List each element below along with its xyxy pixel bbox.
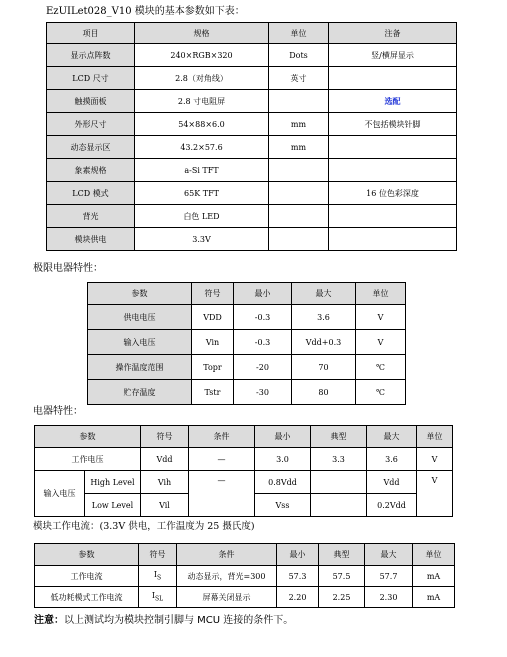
header-cell: 最大 xyxy=(365,544,413,566)
cell: 2.8 寸电阻屏 xyxy=(135,90,269,113)
cell: 3.3V xyxy=(135,228,269,251)
note-label: 注意： xyxy=(34,615,64,626)
cell: ℃ xyxy=(356,355,406,380)
header-cell: 符号 xyxy=(139,544,177,566)
cell: 65K TFT xyxy=(135,182,269,205)
cell: mm xyxy=(269,113,329,136)
cell: High Level xyxy=(85,471,141,494)
cell: mA xyxy=(413,566,455,587)
cell: -0.3 xyxy=(234,305,292,330)
cell: a-Si TFT xyxy=(135,159,269,182)
row-label: 供电电压 xyxy=(88,305,192,330)
section-title-current: 模块工作电流：(3.3V 供电，工作温度为 25 摄氏度) xyxy=(33,521,255,532)
row-label: LCD 模式 xyxy=(47,182,135,205)
header-cell: 单位 xyxy=(417,426,453,448)
cell: 43.2×57.6 xyxy=(135,136,269,159)
cell: 16 位色彩深度 xyxy=(329,182,457,205)
table-header-row xyxy=(47,23,457,44)
cell: V xyxy=(356,305,406,330)
row-label: 外形尺寸 xyxy=(47,113,135,136)
section-title-limits: 极限电器特性： xyxy=(33,263,103,274)
row-label: 工作电流 xyxy=(35,566,139,587)
cell: -0.3 xyxy=(234,330,292,355)
cell: 2.20 xyxy=(277,587,319,608)
cell: mA xyxy=(413,587,455,608)
cell xyxy=(269,90,329,113)
cell: -30 xyxy=(234,380,292,405)
cell: 2.30 xyxy=(365,587,413,608)
cell: V xyxy=(356,330,406,355)
table-row xyxy=(47,90,457,113)
cell: 0.8Vdd xyxy=(255,471,311,494)
table-row xyxy=(88,355,406,380)
cell: 3.6 xyxy=(292,305,356,330)
cell: 2.8（对角线） xyxy=(135,67,269,90)
cell xyxy=(269,182,329,205)
header-cell: 最小 xyxy=(255,426,311,448)
cell: 屏幕关闭显示 xyxy=(177,587,277,608)
cell: Vin xyxy=(192,330,234,355)
cell: 英寸 xyxy=(269,67,329,90)
cell xyxy=(329,159,457,182)
row-label: 操作温度范围 xyxy=(88,355,192,380)
table-row xyxy=(35,566,455,587)
cell: Tstr xyxy=(192,380,234,405)
cell: 动态显示，背光=300 xyxy=(177,566,277,587)
cell: 70 xyxy=(292,355,356,380)
section-title-electrical: 电器特性： xyxy=(33,406,83,417)
symbol-subscript: SL xyxy=(155,595,164,603)
table-row xyxy=(47,182,457,205)
header-cell: 符号 xyxy=(141,426,189,448)
header-cell: 条件 xyxy=(189,426,255,448)
symbol-cell xyxy=(139,566,177,587)
table-row xyxy=(35,471,453,494)
cell: V xyxy=(417,448,453,471)
header-cell: 条件 xyxy=(177,544,277,566)
header-cell: 最大 xyxy=(292,283,356,305)
cell: Vss xyxy=(255,494,311,517)
cell xyxy=(329,67,457,90)
header-cell: 最小 xyxy=(234,283,292,305)
header-cell: 规格 xyxy=(135,23,269,44)
electrical-table xyxy=(34,425,453,517)
table-row xyxy=(47,159,457,182)
row-label: 触摸面板 xyxy=(47,90,135,113)
symbol-cell xyxy=(139,587,177,608)
footnote xyxy=(34,615,293,627)
header-cell: 单位 xyxy=(356,283,406,305)
cell: 不包括模块针脚 xyxy=(329,113,457,136)
row-label: 动态显示区 xyxy=(47,136,135,159)
cell: Vdd xyxy=(367,471,417,494)
cell: Vdd xyxy=(141,448,189,471)
cell: 3.3 xyxy=(311,448,367,471)
symbol-subscript: S xyxy=(157,574,162,582)
cell: 240×RGB×320 xyxy=(135,44,269,67)
cell: 0.2Vdd xyxy=(367,494,417,517)
limits-table xyxy=(87,282,406,405)
table-header-row xyxy=(88,283,406,305)
table-row xyxy=(47,228,457,251)
table-row xyxy=(88,380,406,405)
note-text: 以上测试均为模块控制引脚与 MCU 连接的条件下。 xyxy=(64,615,294,626)
page-title: EzUILet028_V10 模块的基本参数如下表： xyxy=(46,6,245,17)
row-label: 贮存温度 xyxy=(88,380,192,405)
cell xyxy=(329,205,457,228)
cell: Topr xyxy=(192,355,234,380)
header-cell: 项目 xyxy=(47,23,135,44)
cell xyxy=(311,494,367,517)
cell: 2.25 xyxy=(319,587,365,608)
cell: 57.5 xyxy=(319,566,365,587)
header-cell: 单位 xyxy=(269,23,329,44)
cell: VDD xyxy=(192,305,234,330)
table-row xyxy=(35,448,453,471)
row-label: 工作电压 xyxy=(35,448,141,471)
symbol: I xyxy=(153,570,158,580)
header-cell: 注备 xyxy=(329,23,457,44)
basic-params-table xyxy=(46,22,457,251)
cell xyxy=(329,228,457,251)
row-label: 输入电压 xyxy=(88,330,192,355)
cell: — xyxy=(189,471,255,517)
current-table xyxy=(34,543,455,608)
table-row xyxy=(47,67,457,90)
cell: 竖/横屏显示 xyxy=(329,44,457,67)
table-row xyxy=(47,205,457,228)
cell: — xyxy=(189,448,255,471)
header-cell: 典型 xyxy=(311,426,367,448)
cell xyxy=(311,471,367,494)
row-label: 模块供电 xyxy=(47,228,135,251)
cell: 3.0 xyxy=(255,448,311,471)
cell: mm xyxy=(269,136,329,159)
header-cell: 参数 xyxy=(88,283,192,305)
row-label: 显示点阵数 xyxy=(47,44,135,67)
cell: Dots xyxy=(269,44,329,67)
table-header-row xyxy=(35,426,453,448)
table-row xyxy=(47,136,457,159)
cell xyxy=(269,159,329,182)
row-label: 输入电压 xyxy=(35,471,85,517)
optional-badge: 选配 xyxy=(329,90,457,113)
cell: 白色 LED xyxy=(135,205,269,228)
row-label: 背光 xyxy=(47,205,135,228)
row-label: 低功耗模式工作电流 xyxy=(35,587,139,608)
table-row xyxy=(88,330,406,355)
header-cell: 单位 xyxy=(413,544,455,566)
cell: Vdd+0.3 xyxy=(292,330,356,355)
table-header-row xyxy=(35,544,455,566)
header-cell: 最大 xyxy=(367,426,417,448)
table-row xyxy=(88,305,406,330)
table-row xyxy=(47,113,457,136)
cell: Low Level xyxy=(85,494,141,517)
cell: 57.3 xyxy=(277,566,319,587)
header-cell: 参数 xyxy=(35,426,141,448)
cell: Vih xyxy=(141,471,189,494)
cell: 54×88×6.0 xyxy=(135,113,269,136)
header-cell: 最小 xyxy=(277,544,319,566)
cell xyxy=(269,205,329,228)
table-row xyxy=(35,587,455,608)
row-label: 象素规格 xyxy=(47,159,135,182)
row-label: LCD 尺寸 xyxy=(47,67,135,90)
header-cell: 典型 xyxy=(319,544,365,566)
cell: -20 xyxy=(234,355,292,380)
header-cell: 参数 xyxy=(35,544,139,566)
cell: 80 xyxy=(292,380,356,405)
cell xyxy=(329,136,457,159)
cell xyxy=(269,228,329,251)
cell: 57.7 xyxy=(365,566,413,587)
cell: Vil xyxy=(141,494,189,517)
table-row xyxy=(47,44,457,67)
cell: 3.6 xyxy=(367,448,417,471)
symbol: I xyxy=(151,591,156,601)
cell: ℃ xyxy=(356,380,406,405)
cell: V xyxy=(417,471,453,517)
header-cell: 符号 xyxy=(192,283,234,305)
